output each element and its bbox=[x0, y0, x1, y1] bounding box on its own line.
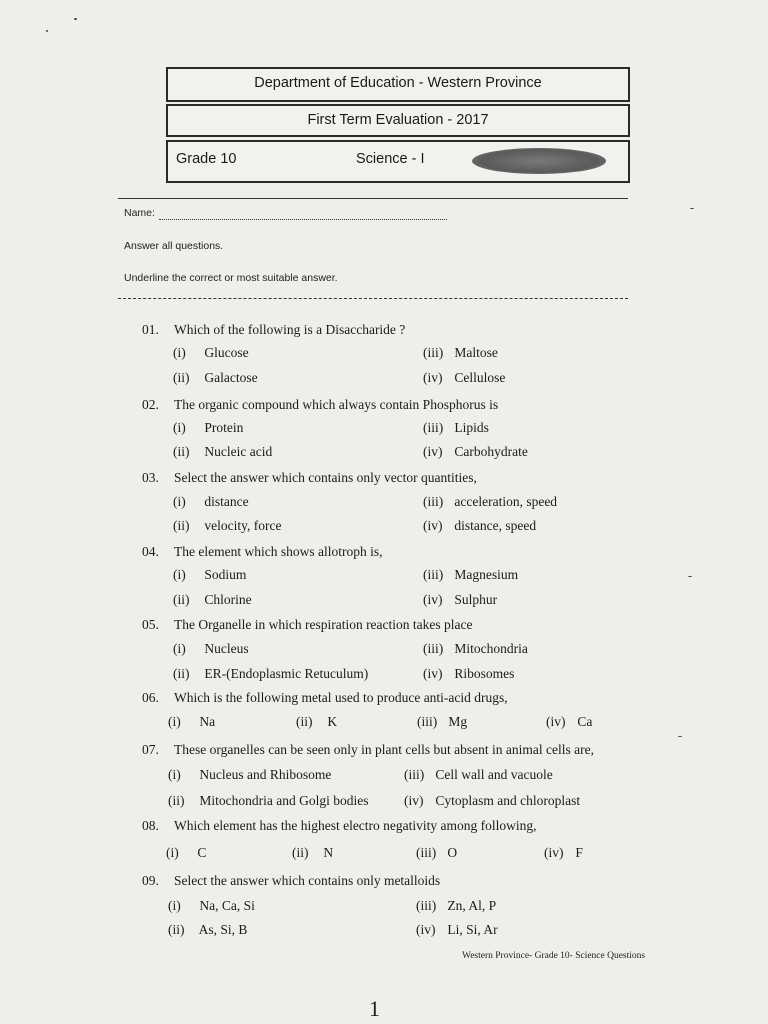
option-roman: (ii) bbox=[173, 370, 190, 385]
answer-option[interactable] bbox=[423, 567, 518, 583]
question-number: 09. bbox=[142, 873, 159, 888]
option-text: Maltose bbox=[454, 345, 498, 360]
option-text: Sodium bbox=[204, 567, 247, 582]
option-text: Cytoplasm and chloroplast bbox=[435, 793, 581, 808]
question-number: 07. bbox=[142, 742, 159, 757]
answer-option[interactable] bbox=[546, 714, 592, 730]
option-roman: (i) bbox=[168, 714, 181, 729]
option-roman: (iii) bbox=[423, 567, 444, 582]
option-text: Mitochondria bbox=[454, 641, 528, 656]
option-roman: (iii) bbox=[416, 845, 437, 860]
option-text: Nucleus bbox=[204, 641, 249, 656]
question-text: Select the answer which contains only metalloids bbox=[174, 873, 441, 888]
question-text: Which is the following metal used to produce anti-acid drugs, bbox=[174, 690, 508, 705]
option-text: Cell wall and vacuole bbox=[435, 767, 553, 782]
scan-speck bbox=[74, 18, 77, 20]
answer-option[interactable] bbox=[423, 592, 497, 608]
option-roman: (iv) bbox=[423, 370, 443, 385]
question-text: The organic compound which always contain Phosphorus is bbox=[174, 397, 499, 412]
option-roman: (ii) bbox=[168, 922, 185, 937]
option-text: F bbox=[575, 845, 583, 860]
option-text: Chlorine bbox=[204, 592, 252, 607]
exam-title: First Term Evaluation - 2017 bbox=[307, 112, 489, 128]
answer-option[interactable] bbox=[423, 444, 528, 460]
answer-option[interactable] bbox=[168, 898, 255, 914]
option-roman: (iv) bbox=[416, 922, 436, 937]
answer-option[interactable] bbox=[417, 714, 467, 730]
option-text: Sulphur bbox=[454, 592, 498, 607]
option-text: Zn, Al, P bbox=[447, 898, 497, 913]
grade-subject-box bbox=[166, 140, 630, 183]
option-roman: (ii) bbox=[292, 845, 309, 860]
option-text: C bbox=[197, 845, 207, 860]
option-text: acceleration, speed bbox=[454, 494, 558, 509]
option-roman: (iii) bbox=[423, 345, 444, 360]
option-roman: (ii) bbox=[173, 444, 190, 459]
answer-option[interactable] bbox=[173, 370, 258, 386]
option-roman: (ii) bbox=[173, 666, 190, 681]
option-roman: (iv) bbox=[423, 518, 443, 533]
scan-speck bbox=[688, 576, 692, 577]
option-text: Carbohydrate bbox=[454, 444, 528, 459]
option-text: Na, Ca, Si bbox=[199, 898, 255, 913]
option-roman: (iv) bbox=[423, 666, 443, 681]
option-text: ER-(Endoplasmic Retuculum) bbox=[204, 666, 369, 681]
option-roman: (iii) bbox=[423, 420, 444, 435]
question-number: 02. bbox=[142, 397, 159, 412]
answer-option[interactable] bbox=[168, 922, 247, 938]
option-text: Nucleus and Rhibosome bbox=[199, 767, 332, 782]
answer-option[interactable] bbox=[173, 444, 272, 460]
answer-option[interactable] bbox=[416, 922, 498, 938]
answer-option[interactable] bbox=[416, 845, 457, 861]
question-text: The Organelle in which respiration reaction takes place bbox=[174, 617, 473, 632]
question-text: Which of the following is a Disaccharide ? bbox=[174, 322, 406, 337]
answer-option[interactable] bbox=[423, 370, 505, 386]
option-text: K bbox=[327, 714, 338, 729]
option-roman: (iii) bbox=[423, 494, 444, 509]
page-number: 1 bbox=[369, 996, 380, 1021]
question-number: 08. bbox=[142, 818, 159, 833]
option-roman: (iii) bbox=[404, 767, 425, 782]
option-text: Na bbox=[199, 714, 216, 729]
option-roman: (iv) bbox=[544, 845, 564, 860]
option-roman: (iv) bbox=[423, 444, 443, 459]
subject-label: Science - I bbox=[356, 151, 425, 167]
stamp-blot bbox=[472, 148, 606, 174]
option-text: Glucose bbox=[204, 345, 249, 360]
instruction-answer-all: Answer all questions. bbox=[124, 240, 224, 252]
top-divider bbox=[118, 198, 628, 199]
answer-option[interactable] bbox=[423, 494, 557, 510]
scan-speck bbox=[690, 208, 694, 209]
answer-option[interactable] bbox=[173, 518, 281, 534]
answer-option[interactable] bbox=[173, 420, 243, 436]
name-line[interactable] bbox=[159, 213, 447, 220]
question-number: 01. bbox=[142, 322, 159, 337]
answer-option[interactable] bbox=[166, 845, 206, 861]
question-number: 06. bbox=[142, 690, 159, 705]
option-roman: (i) bbox=[168, 767, 181, 782]
question-text: Which element has the highest electro negativity among following, bbox=[174, 818, 537, 833]
footer-source: Western Province- Grade 10- Science Questions bbox=[462, 951, 646, 961]
answer-option[interactable] bbox=[404, 767, 553, 783]
answer-option[interactable] bbox=[173, 494, 249, 510]
answer-option[interactable] bbox=[423, 345, 498, 361]
answer-option[interactable] bbox=[292, 845, 333, 861]
option-roman: (ii) bbox=[173, 518, 190, 533]
option-roman: (ii) bbox=[296, 714, 313, 729]
grade-label: Grade 10 bbox=[176, 151, 237, 167]
option-text: As, Si, B bbox=[198, 922, 248, 937]
option-roman: (iv) bbox=[404, 793, 424, 808]
option-text: Ribosomes bbox=[454, 666, 515, 681]
option-text: Ca bbox=[577, 714, 593, 729]
option-text: Magnesium bbox=[454, 567, 519, 582]
answer-option[interactable] bbox=[168, 714, 215, 730]
option-roman: (i) bbox=[173, 567, 186, 582]
option-roman: (iii) bbox=[423, 641, 444, 656]
answer-option[interactable] bbox=[544, 845, 583, 861]
answer-option[interactable] bbox=[173, 345, 249, 361]
instruction-underline: Underline the correct or most suitable answer. bbox=[124, 272, 338, 284]
option-roman: (iv) bbox=[423, 592, 443, 607]
department-box bbox=[166, 67, 630, 102]
option-text: Li, Si, Ar bbox=[447, 922, 498, 937]
answer-option[interactable] bbox=[173, 666, 368, 682]
question-number: 03. bbox=[142, 470, 159, 485]
option-text: distance bbox=[204, 494, 249, 509]
department-title: Department of Education - Western Province bbox=[254, 75, 542, 91]
option-text: Lipids bbox=[454, 420, 489, 435]
option-text: N bbox=[323, 845, 334, 860]
question-text: These organelles can be seen only in plant cells but absent in animal cells are, bbox=[174, 742, 594, 757]
answer-option[interactable] bbox=[423, 420, 489, 436]
question-number: 04. bbox=[142, 544, 159, 559]
answer-option[interactable] bbox=[423, 666, 514, 682]
question-text: The element which shows allotroph is, bbox=[174, 544, 383, 559]
option-text: Mg bbox=[448, 714, 468, 729]
option-roman: (ii) bbox=[173, 592, 190, 607]
option-roman: (ii) bbox=[168, 793, 185, 808]
option-roman: (iii) bbox=[416, 898, 437, 913]
answer-option[interactable] bbox=[173, 592, 252, 608]
answer-option[interactable] bbox=[423, 518, 536, 534]
answer-option[interactable] bbox=[423, 641, 528, 657]
answer-option[interactable] bbox=[168, 793, 368, 809]
option-text: velocity, force bbox=[204, 518, 282, 533]
option-text: O bbox=[447, 845, 458, 860]
scan-speck bbox=[678, 736, 682, 737]
option-roman: (i) bbox=[173, 494, 186, 509]
option-roman: (iii) bbox=[417, 714, 438, 729]
question-number: 05. bbox=[142, 617, 159, 632]
answer-option[interactable] bbox=[404, 793, 580, 809]
name-label: Name: bbox=[124, 207, 155, 219]
option-text: Galactose bbox=[204, 370, 258, 385]
answer-option[interactable] bbox=[168, 767, 331, 783]
option-text: Nucleic acid bbox=[204, 444, 273, 459]
option-roman: (i) bbox=[173, 641, 186, 656]
option-text: Mitochondria and Golgi bodies bbox=[199, 793, 369, 808]
option-roman: (i) bbox=[166, 845, 179, 860]
bottom-divider bbox=[118, 298, 628, 299]
option-roman: (i) bbox=[173, 420, 186, 435]
option-roman: (iv) bbox=[546, 714, 566, 729]
option-text: distance, speed bbox=[454, 518, 537, 533]
question-text: Select the answer which contains only vector quantities, bbox=[174, 470, 477, 485]
answer-option[interactable] bbox=[416, 898, 496, 914]
scan-speck bbox=[46, 30, 48, 32]
answer-option[interactable] bbox=[173, 567, 246, 583]
exam-box bbox=[166, 104, 630, 137]
option-roman: (i) bbox=[168, 898, 181, 913]
option-text: Cellulose bbox=[454, 370, 506, 385]
answer-option[interactable] bbox=[296, 714, 337, 730]
answer-option[interactable] bbox=[173, 641, 249, 657]
option-roman: (i) bbox=[173, 345, 186, 360]
option-text: Protein bbox=[204, 420, 244, 435]
